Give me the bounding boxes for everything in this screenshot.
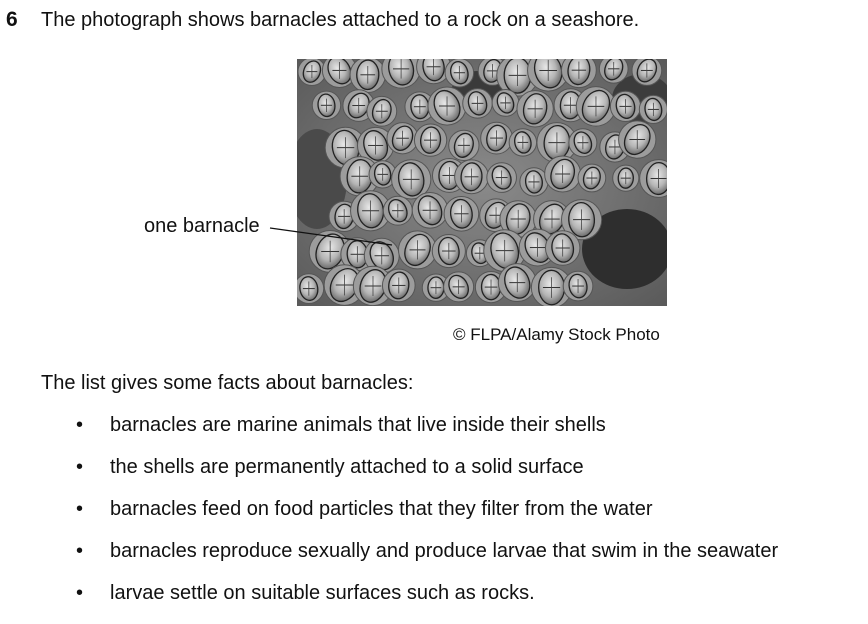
barnacle-label: one barnacle bbox=[144, 215, 260, 237]
barnacle-shell bbox=[619, 120, 656, 159]
barnacle-shell bbox=[613, 165, 639, 191]
barnacle-shell bbox=[382, 269, 415, 302]
list-item bbox=[76, 540, 779, 563]
barnacle-shell bbox=[517, 91, 553, 127]
fact-text: the shells are permanently attached to a solid surface bbox=[110, 456, 584, 478]
fact-text: barnacles are marine animals that live inside their shells bbox=[110, 414, 606, 436]
barnacle-shell bbox=[569, 129, 597, 157]
photo-credit: © FLPA/Alamy Stock Photo bbox=[453, 325, 660, 344]
barnacle-shell bbox=[455, 160, 489, 194]
barnacle-shell bbox=[350, 59, 385, 93]
bullet: • bbox=[76, 540, 84, 562]
barnacle-shell bbox=[412, 192, 448, 228]
barnacle-shell bbox=[297, 274, 324, 304]
fact-text: barnacles feed on food particles that they filter from the water bbox=[110, 498, 653, 520]
barnacle-shell bbox=[445, 59, 474, 87]
barnacle-shell bbox=[444, 272, 474, 302]
list-item bbox=[76, 414, 606, 437]
barnacle-photograph bbox=[297, 59, 667, 306]
question-number: 6 bbox=[6, 8, 18, 31]
barnacle-shell bbox=[432, 234, 465, 267]
barnacle-shell bbox=[383, 196, 412, 225]
bullet: • bbox=[76, 498, 84, 520]
barnacle-shell bbox=[520, 168, 548, 196]
barnacle-shell bbox=[498, 263, 536, 301]
barnacle-shell bbox=[599, 59, 628, 83]
barnacle-shell bbox=[428, 86, 466, 125]
barnacle-shell bbox=[545, 231, 579, 265]
list-item bbox=[76, 456, 584, 479]
fact-text: larvae settle on suitable surfaces such as rocks. bbox=[110, 582, 535, 604]
barnacle-shell bbox=[545, 156, 581, 192]
barnacle-shell bbox=[481, 122, 513, 154]
barnacle-shell bbox=[449, 130, 479, 160]
barnacle-shell bbox=[298, 59, 326, 86]
barnacle-shell bbox=[561, 59, 596, 88]
barnacle-shell bbox=[463, 89, 493, 119]
question-text: The photograph shows barnacles attached to a rock on a seashore. bbox=[41, 9, 640, 31]
barnacle-shell bbox=[387, 123, 418, 154]
bullet: • bbox=[76, 582, 84, 604]
barnacle-shell bbox=[312, 91, 340, 119]
bullet: • bbox=[76, 456, 84, 478]
barnacle-shell bbox=[576, 86, 615, 127]
list-item bbox=[76, 582, 535, 605]
list-item bbox=[76, 498, 653, 521]
barnacle-shell bbox=[399, 230, 437, 269]
bullet: • bbox=[76, 414, 84, 436]
barnacle-shell bbox=[414, 124, 446, 156]
fact-text: barnacles reproduce sexually and produce larvae that swim in the seawater bbox=[110, 540, 779, 562]
barnacle-shell bbox=[639, 95, 667, 123]
barnacle-shell bbox=[509, 129, 536, 156]
barnacle-shell bbox=[563, 271, 593, 301]
barnacle-shell bbox=[444, 196, 479, 231]
barnacle-shell bbox=[492, 90, 519, 117]
barnacle-shell bbox=[610, 91, 640, 121]
facts-intro: The list gives some facts about barnacles: bbox=[41, 372, 414, 394]
barnacle-shell bbox=[367, 96, 397, 126]
barnacle-shell bbox=[578, 164, 606, 192]
barnacle-shell bbox=[632, 59, 662, 85]
barnacle-shell bbox=[487, 163, 517, 193]
